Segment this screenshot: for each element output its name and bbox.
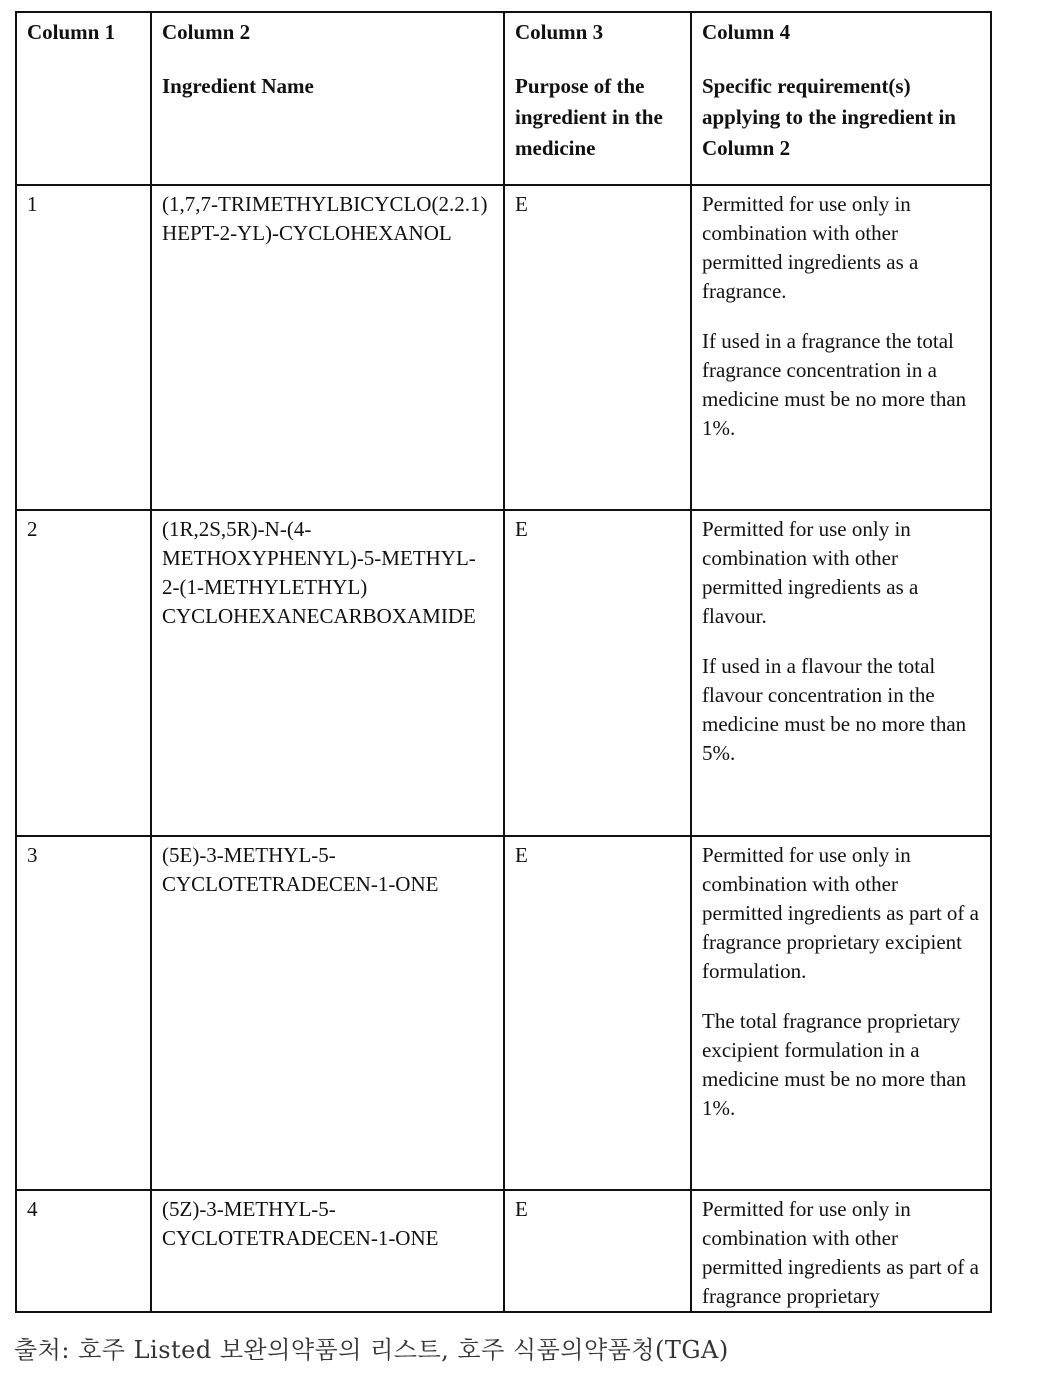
header-column-2-label: Column 2 — [162, 20, 251, 44]
requirement-paragraph: If used in a flavour the total flavour concentration in the medicine must be no more than 5%. — [702, 654, 967, 765]
table-row — [16, 510, 991, 836]
ingredient-name — [151, 510, 504, 836]
requirement-paragraph: Permitted for use only in combination with other permitted ingredients as part of a fragrance proprietary — [702, 1197, 979, 1308]
ingredient-name — [151, 185, 504, 510]
ingredient-requirements — [691, 510, 991, 836]
table-row — [16, 185, 991, 510]
header-column-4-label: Column 4 — [702, 20, 791, 44]
ingredient-requirements — [691, 1190, 991, 1312]
ingredient-purpose: E — [504, 836, 691, 1190]
row-number: 1 — [16, 185, 151, 510]
requirement-paragraph: If used in a fragrance the total fragrance concentration in a medicine must be no more than 1%. — [702, 329, 967, 440]
ingredient-purpose: E — [504, 185, 691, 510]
source-caption: 출처: 호주 Listed 보완의약품의 리스트, 호주 식품의약품청(TGA) — [14, 1336, 729, 1364]
ingredient-table — [15, 11, 992, 1313]
table-row — [16, 1190, 991, 1312]
header-column-4 — [691, 12, 991, 185]
table-header-row — [16, 12, 991, 185]
requirement-paragraph: Permitted for use only in combination with other permitted ingredients as a flavour. — [702, 517, 919, 628]
ingredient-purpose: E — [504, 510, 691, 836]
requirement-paragraph: Permitted for use only in combination with other permitted ingredients as part of a fragrance proprietary excipient formulation. — [702, 843, 979, 983]
ingredient-purpose: E — [504, 1190, 691, 1312]
header-column-1 — [16, 12, 151, 185]
header-column-3 — [504, 12, 691, 185]
ingredient-name-text: (1R,2S,5R)-N-(4-METHOXYPHENYL)-5-METHYL-2-(1-METHYLETHYL) CYCLOHEXANECARBOXAMIDE — [162, 517, 476, 628]
row-number: 2 — [16, 510, 151, 836]
header-column-3-label: Column 3 — [515, 20, 604, 44]
row-number: 4 — [16, 1190, 151, 1312]
ingredient-name-text: (5Z)-3-METHYL-5-CYCLOTETRADECEN-1-ONE — [162, 1197, 439, 1250]
row-number: 3 — [16, 836, 151, 1190]
requirement-paragraph: Permitted for use only in combination with other permitted ingredients as a fragrance. — [702, 192, 919, 303]
header-column-2-title: Ingredient Name — [162, 74, 314, 98]
table-row — [16, 836, 991, 1190]
ingredient-requirements — [691, 185, 991, 510]
ingredient-requirements — [691, 836, 991, 1190]
header-column-4-title: Specific requirement(s) applying to the ingredient in Column 2 — [702, 74, 956, 160]
ingredient-name — [151, 1190, 504, 1312]
ingredient-name — [151, 836, 504, 1190]
ingredient-name-text: (1,7,7-TRIMETHYLBICYCLO(2.2.1)HEPT-2-YL)-CYCLOHEXANOL — [162, 192, 488, 245]
header-column-1-label: Column 1 — [27, 20, 116, 44]
ingredient-name-text: (5E)-3-METHYL-5-CYCLOTETRADECEN-1-ONE — [162, 843, 439, 896]
header-column-3-title: Purpose of the ingredient in the medicine — [515, 74, 663, 160]
requirement-paragraph: The total fragrance proprietary excipient formulation in a medicine must be no more than 1%. — [702, 1009, 967, 1120]
header-column-2 — [151, 12, 504, 185]
